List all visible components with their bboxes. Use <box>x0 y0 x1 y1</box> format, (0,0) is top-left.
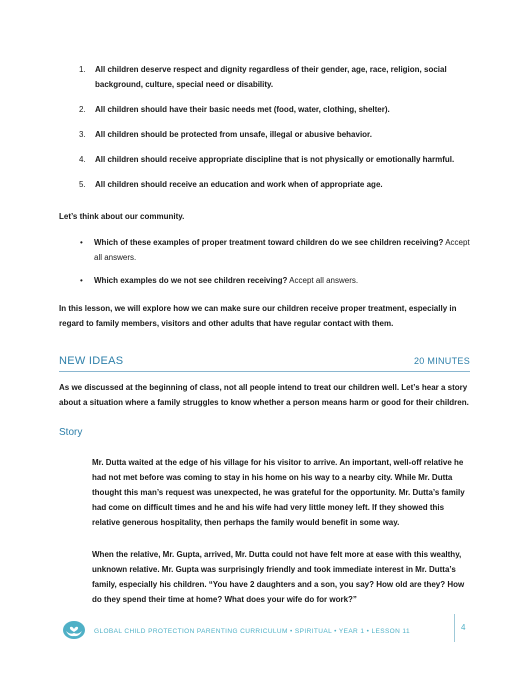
story-paragraph-1: Mr. Dutta waited at the edge of his village for his visitor to arrive. An important, well-off relative he had not met before was coming to stay in his home on his way to a nearby city. While Mr. Dutta thought this man’s request was unexpected, he was grateful for the opportunity. Mr. Dutta’s family had come on difficult times and he and his wife had very little money left. If they showed this relative generous hospitality, then perhaps the family would benefit in some way. <box>92 458 465 527</box>
section-duration: 20 MINUTES <box>413 356 470 366</box>
question-text: Which of these examples of proper treatment toward children do we see children receiving? <box>94 238 444 247</box>
question-note: Accept all answers. <box>94 238 470 262</box>
story-subhead: Story <box>59 427 83 438</box>
section-header <box>59 355 470 372</box>
rights-text: All children should be protected from unsafe, illegal or abusive behavior. <box>95 130 372 139</box>
question-text: Which examples do we not see children receiving? <box>94 276 288 285</box>
page-number: 4 <box>461 623 466 632</box>
list-number: 2. <box>79 105 86 114</box>
footer-divider <box>454 614 455 642</box>
hands-heart-logo-icon <box>62 620 86 640</box>
section-intro: As we discussed at the beginning of class, not all people intend to treat our children well. Let’s hear a story about a situation where a family struggles to know whether a person means harm or good for their children. <box>59 383 469 407</box>
list-number: 1. <box>79 65 86 74</box>
lesson-intro: In this lesson, we will explore how we can make sure our children receive proper treatment, especially in regard to family members, visitors and other adults that have regular contact with them. <box>59 304 457 328</box>
rights-list-item <box>79 127 459 142</box>
rights-list-item <box>79 152 459 167</box>
question-note: Accept all answers. <box>287 276 359 285</box>
question-item <box>80 235 470 265</box>
rights-list <box>79 62 459 202</box>
rights-text: All children should receive appropriate discipline that is not physically or emotionally harmful. <box>95 155 455 164</box>
list-number: 4. <box>79 155 86 164</box>
rights-text: All children deserve respect and dignity regardless of their gender, age, race, religion, social background, culture, special need or disability. <box>95 65 447 89</box>
rights-text: All children should receive an education and work when of appropriate age. <box>95 180 383 189</box>
rights-list-item <box>79 102 459 117</box>
bullet: • <box>80 276 83 285</box>
question-list <box>80 235 470 296</box>
rights-text: All children should have their basic needs met (food, water, clothing, shelter). <box>95 105 390 114</box>
rights-list-item <box>79 177 459 192</box>
community-intro: Let’s think about our community. <box>59 212 185 221</box>
list-number: 5. <box>79 180 86 189</box>
story-paragraph-2: When the relative, Mr. Gupta, arrived, Mr. Dutta could not have felt more at ease with this wealthy, unknown relative. Mr. Gupta was surprisingly friendly and took immediate interest in Mr. Dutta’s family, especially his children. “You have 2 daughters and a son, you say? How old are they? How do they spend their time at home? What does your wife do for work?” <box>92 550 465 604</box>
section-title: NEW IDEAS <box>59 355 124 367</box>
list-number: 3. <box>79 130 86 139</box>
bullet: • <box>80 238 83 247</box>
rights-list-item <box>79 62 459 92</box>
footer-text: GLOBAL CHILD PROTECTION PARENTING CURRICULUM • SPIRITUAL • YEAR 1 • LESSON 11 <box>94 628 410 635</box>
question-item <box>80 273 470 288</box>
